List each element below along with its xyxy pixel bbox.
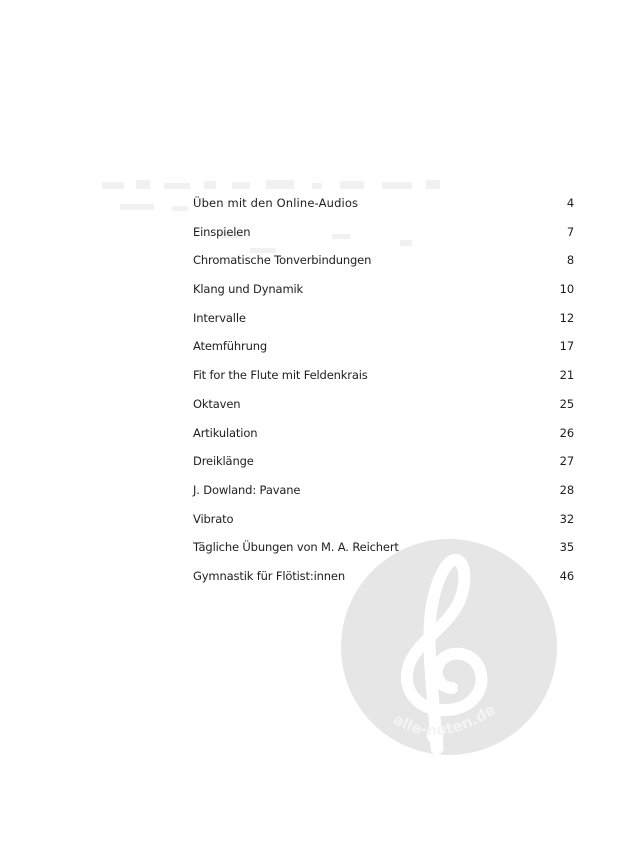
toc-entry-page: 10: [559, 282, 574, 297]
toc-entry-page: 26: [559, 425, 574, 440]
toc-entry-page: 46: [559, 568, 574, 583]
toc-entry: [193, 368, 574, 397]
toc-entry-page: 28: [559, 482, 574, 497]
toc-entry-page: 27: [559, 454, 574, 469]
toc-entry-title: Oktaven: [193, 396, 241, 411]
watermark-text: alle-noten.de: [390, 700, 499, 740]
toc-entry-title: Gymnastik für Flötist:innen: [193, 568, 345, 583]
toc-entry-page: 35: [559, 540, 574, 555]
toc-entry: [193, 454, 574, 483]
toc-entry-page: 8: [566, 253, 574, 268]
toc-entry: [193, 311, 574, 340]
toc-entry-title: Atemführung: [193, 339, 268, 354]
toc-entry: [193, 483, 574, 512]
toc-entry-title: Vibrato: [193, 511, 234, 526]
toc-entry-title: Fit for the Flute mit Feldenkrais: [193, 368, 368, 383]
toc-entry: [193, 397, 574, 426]
toc-entry: [193, 225, 574, 254]
toc-entry-page: 7: [566, 224, 574, 239]
toc-entry-title: J. Dowland: Pavane: [193, 482, 301, 497]
toc-entry-title: Chromatische Tonverbindungen: [193, 253, 372, 268]
toc-entry-title: Einspielen: [193, 224, 251, 239]
toc-entry-page: 17: [559, 339, 574, 354]
toc-entry: [193, 253, 574, 282]
toc-entry-page: 32: [559, 511, 574, 526]
toc-entry-title: Klang und Dynamik: [193, 282, 304, 297]
toc-entry-page: 12: [559, 310, 574, 325]
toc-entry-title: Tägliche Übungen von M. A. Reichert: [193, 540, 399, 555]
toc-entry-title: Intervalle: [193, 310, 246, 325]
toc-entry-title: Dreiklänge: [193, 454, 254, 469]
toc-entry: [193, 426, 574, 455]
watermark: [340, 538, 558, 756]
toc-entry-page: 4: [566, 196, 574, 210]
toc-entry-page: 21: [559, 368, 574, 383]
toc-entry: [193, 512, 574, 541]
toc-entry: [193, 196, 574, 225]
toc-entry-page: 25: [559, 396, 574, 411]
toc-entry: [193, 339, 574, 368]
toc-entry: [193, 282, 574, 311]
toc-entry-title: Artikulation: [193, 425, 258, 440]
toc-entry-title: Üben mit den Online-Audios: [193, 196, 359, 210]
